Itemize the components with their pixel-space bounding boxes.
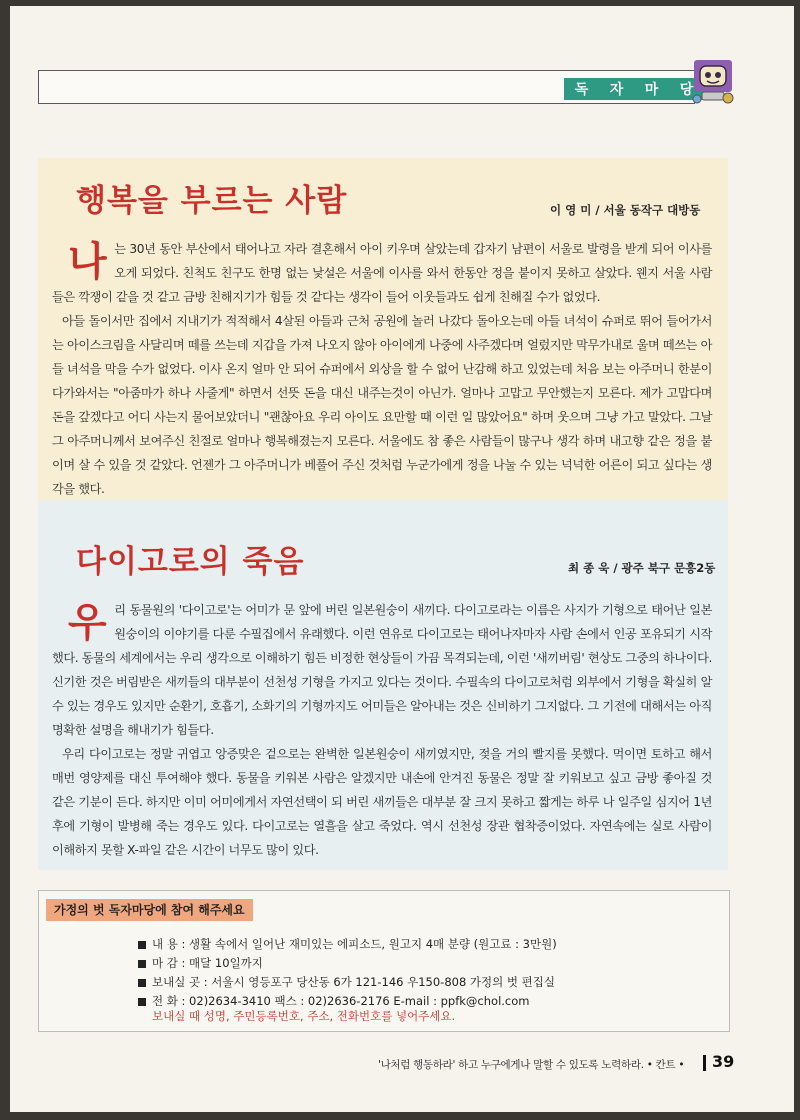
section-char: 당 (679, 82, 694, 98)
bullet-square-icon (138, 998, 146, 1006)
submission-item-address: 보내실 곳 : 서울시 영등포구 당산동 6가 121-146 우150-808 가정의 벗 편집실 (152, 975, 556, 989)
article-two-paragraph: 리 동물원의 '다이고로'는 어미가 문 앞에 버린 일본원숭이 새끼다. 다이고로라는 이름은 사지가 기형으로 태어난 일본원숭이의 이야기를 다룬 수필집에서 유래했다. 이런 연유로 다이고로는 태어나자마자 사람 손에서 인공 포유되기 시작했다. 동물의 세계에서는 우리 생각으로 이해하기 힘든 비정한 현상들이 가끔 목격되는데, 이런 '새끼버림' 현상도 그중의 하나이다. 신기한 것은 버림받은 새끼들의 대부분이 선천성 기형을 가지고 있다는 것이다. 수필속의 다이고로처럼 외부에서 기형을 확실히 알 수 있는 경우도 있지만 순환기, 호흡기, 소화기의 기형까지도 어미들은 알아내는 것은 신비하기 그지없다. 그 기전에 대해서는 아직 명확한 설명을 해내기가 힘들다. (52, 603, 712, 737)
section-char: 마 (644, 82, 659, 98)
bullet-square-icon (138, 960, 146, 968)
article-one-dropcap: 나 (68, 238, 107, 285)
section-char: 독 (574, 82, 589, 98)
submission-item-deadline: 마 감 : 매달 10일까지 (152, 956, 263, 970)
submission-item-contact: 전 화 : 02)2634-3410 팩스 : 02)2636-2176 E-mail : ppfk@chol.com (152, 994, 530, 1008)
article-two-body (52, 598, 712, 862)
article-one-title: 행복을 부르는 사람 (76, 183, 348, 219)
article-two-title: 다이고로의 죽음 (76, 544, 305, 580)
section-header-label (564, 78, 704, 100)
reader-mascot-icon (688, 58, 738, 106)
article-two-byline: 최 종 욱 / 광주 북구 문흥2동 (568, 561, 716, 575)
list-item (138, 935, 557, 954)
page-divider (703, 1055, 706, 1071)
list-item (138, 973, 557, 992)
article-one-paragraph: 아들 돌이서만 집에서 지내기가 적적해서 4살된 아들과 근처 공원에 놀러 나갔다 돌아오는데 아들 녀석이 슈퍼로 뛰어 들어가서는 아이스크림을 사달리며 떼를 쓰는데 지갑을 가져 나오지 않아 아이에게 나중에 사주겠다며 얼렀지만 막무가내로 울며 떼쓰는 아들 녀석을 막을 수가 없었다. 이사 온지 얼마 안 되어 슈퍼에서 외상을 할 수 없어 난감해 하고 있었는데 처음 보는 아주머니 한분이 다가와서는 "아줌마가 하나 사줄게" 하면서 선뜻 돈을 대신 내주는것이 아닌가. 얼마나 고맙고 무안했는지 모른다. 제가 고맙다며 돈을 갚겠다고 어디 사는지 물어보았더니 "괜찮아요 우리 아이도 요만할 때 이런 일 많았어요" 하며 웃으며 그냥 가고 말았다. 그날 그 아주머니께서 보여주신 친절로 얼마나 행복해졌는지 모른다. 서울에도 참 좋은 사람들이 많구나 생각 하며 내고향 같은 정을 붙이며 살 수 있을 것 같았다. 언젠가 그 아주머니가 베풀어 주신 것처럼 누군가에게 정을 나눌 수 있는 넉넉한 어른이 되고 싶다는 생각을 했다. (52, 314, 712, 496)
submission-note: 보내실 때 성명, 주민등록번호, 주소, 전화번호를 넣어주세요. (152, 1009, 456, 1023)
submission-heading: 가정의 벗 독자마당에 참여 해주세요 (46, 899, 253, 921)
article-one-paragraph: 는 30년 동안 부산에서 태어나고 자라 결혼해서 아이 키우며 살았는데 갑자기 남편이 서울로 발령을 받게 되어 이사를 오게 되었다. 친척도 친구도 한명 없는 낯설은 서울에 이사를 와서 한동안 정을 붙이지 못하고 살았다. 웬지 서울 사람들은 깍쟁이 같을 것 같고 금방 친해지기가 힘들 것 같다는 생각이 들어 이웃들과도 쉽게 친해질 수가 없었다. (52, 242, 712, 304)
bullet-square-icon (138, 941, 146, 949)
page-number: 39 (712, 1052, 735, 1071)
section-char: 자 (609, 82, 624, 98)
submission-item-content: 내 용 : 생활 속에서 일어난 재미있는 에피소드, 원고지 4매 분량 (원고료 : 3만원) (152, 937, 557, 951)
list-item (138, 954, 557, 973)
bullet-square-icon (138, 979, 146, 987)
article-one-byline: 이 영 미 / 서울 동작구 대방동 (550, 203, 701, 217)
submission-list (138, 935, 557, 1011)
article-one-body (52, 237, 712, 501)
article-two-dropcap: 우 (68, 599, 107, 646)
article-two-paragraph: 우리 다이고로는 정말 귀엽고 앙증맞은 겉으로는 완벽한 일본원숭이 새끼였지만, 젖을 거의 빨지를 못했다. 먹이면 토하고 해서 매번 영양제를 대신 투여해야 했다. 동물을 키워본 사람은 알겠지만 내손에 안겨진 동물은 정말 잘 키워보고 싶고 금방 좋아질 것 같은 기분이 든다. 하지만 이미 어미에게서 자연선택이 되 버린 새끼들은 대부분 잘 크지 못하고 짧게는 하루 나 일주일 심지어 1년 후에 기형이 발병해 죽는 경우도 있다. 다이고로는 열흘을 살고 죽었다. 역시 선천성 장관 협착증이었다. 자연속에는 실로 사람이 이해하지 못할 X-파일 같은 시간이 너무도 많이 있다. (52, 747, 712, 857)
footer-quote: '나처럼 행동하라' 하고 누구에게나 말할 수 있도록 노력하라. • 칸트 • (378, 1059, 685, 1071)
